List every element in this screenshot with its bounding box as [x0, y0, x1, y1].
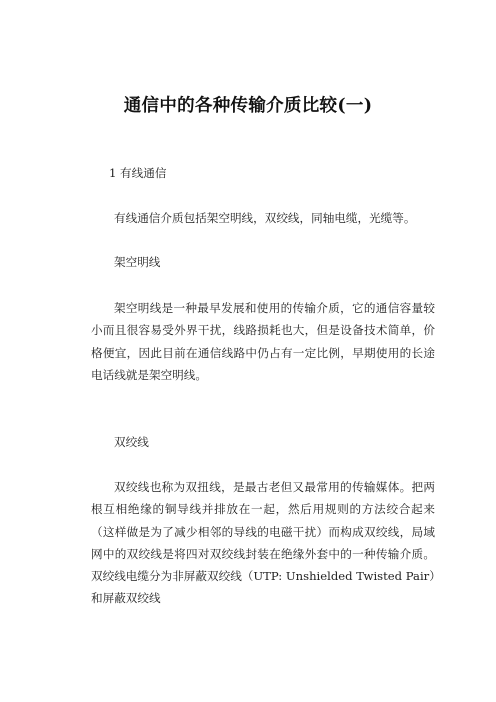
overhead-line-paragraph: 架空明线是一种最早发展和使用的传输介质，它的通信容量较小而且很容易受外界干扰，线路损耗也大，但是设备技术简单，价格便宜，因此目前在通信线路中仍占有一定比例，早期使用的长途电话线就是架空明线。: [91, 301, 435, 382]
subheading-twisted-pair: 双绞线: [114, 435, 149, 449]
intro-paragraph: 有线通信介质包括架空明线，双绞线，同轴电缆，光缆等。: [114, 211, 416, 225]
twisted-pair-paragraph: 双绞线也称为双扭线，是最古老但又最常用的传输媒体。把两根互相绝缘的铜导线并排放在一起，然后用规则的方法绞合起来（这样做是为了减少相邻的导线的电磁干扰）而构成双绞线，局域网中的双绞线是将四对双绞线封装在绝缘外套中的一种传输介质。双绞线电缆分为非屏蔽双绞线（UTP: Unshielded Twisted Pair）和屏蔽双绞线: [91, 480, 435, 606]
document-title: 通信中的各种传输介质比较(一): [123, 96, 373, 116]
subheading-overhead-line: 架空明线: [114, 255, 161, 269]
section-heading-wired-communication: 1 有线通信: [109, 166, 167, 180]
